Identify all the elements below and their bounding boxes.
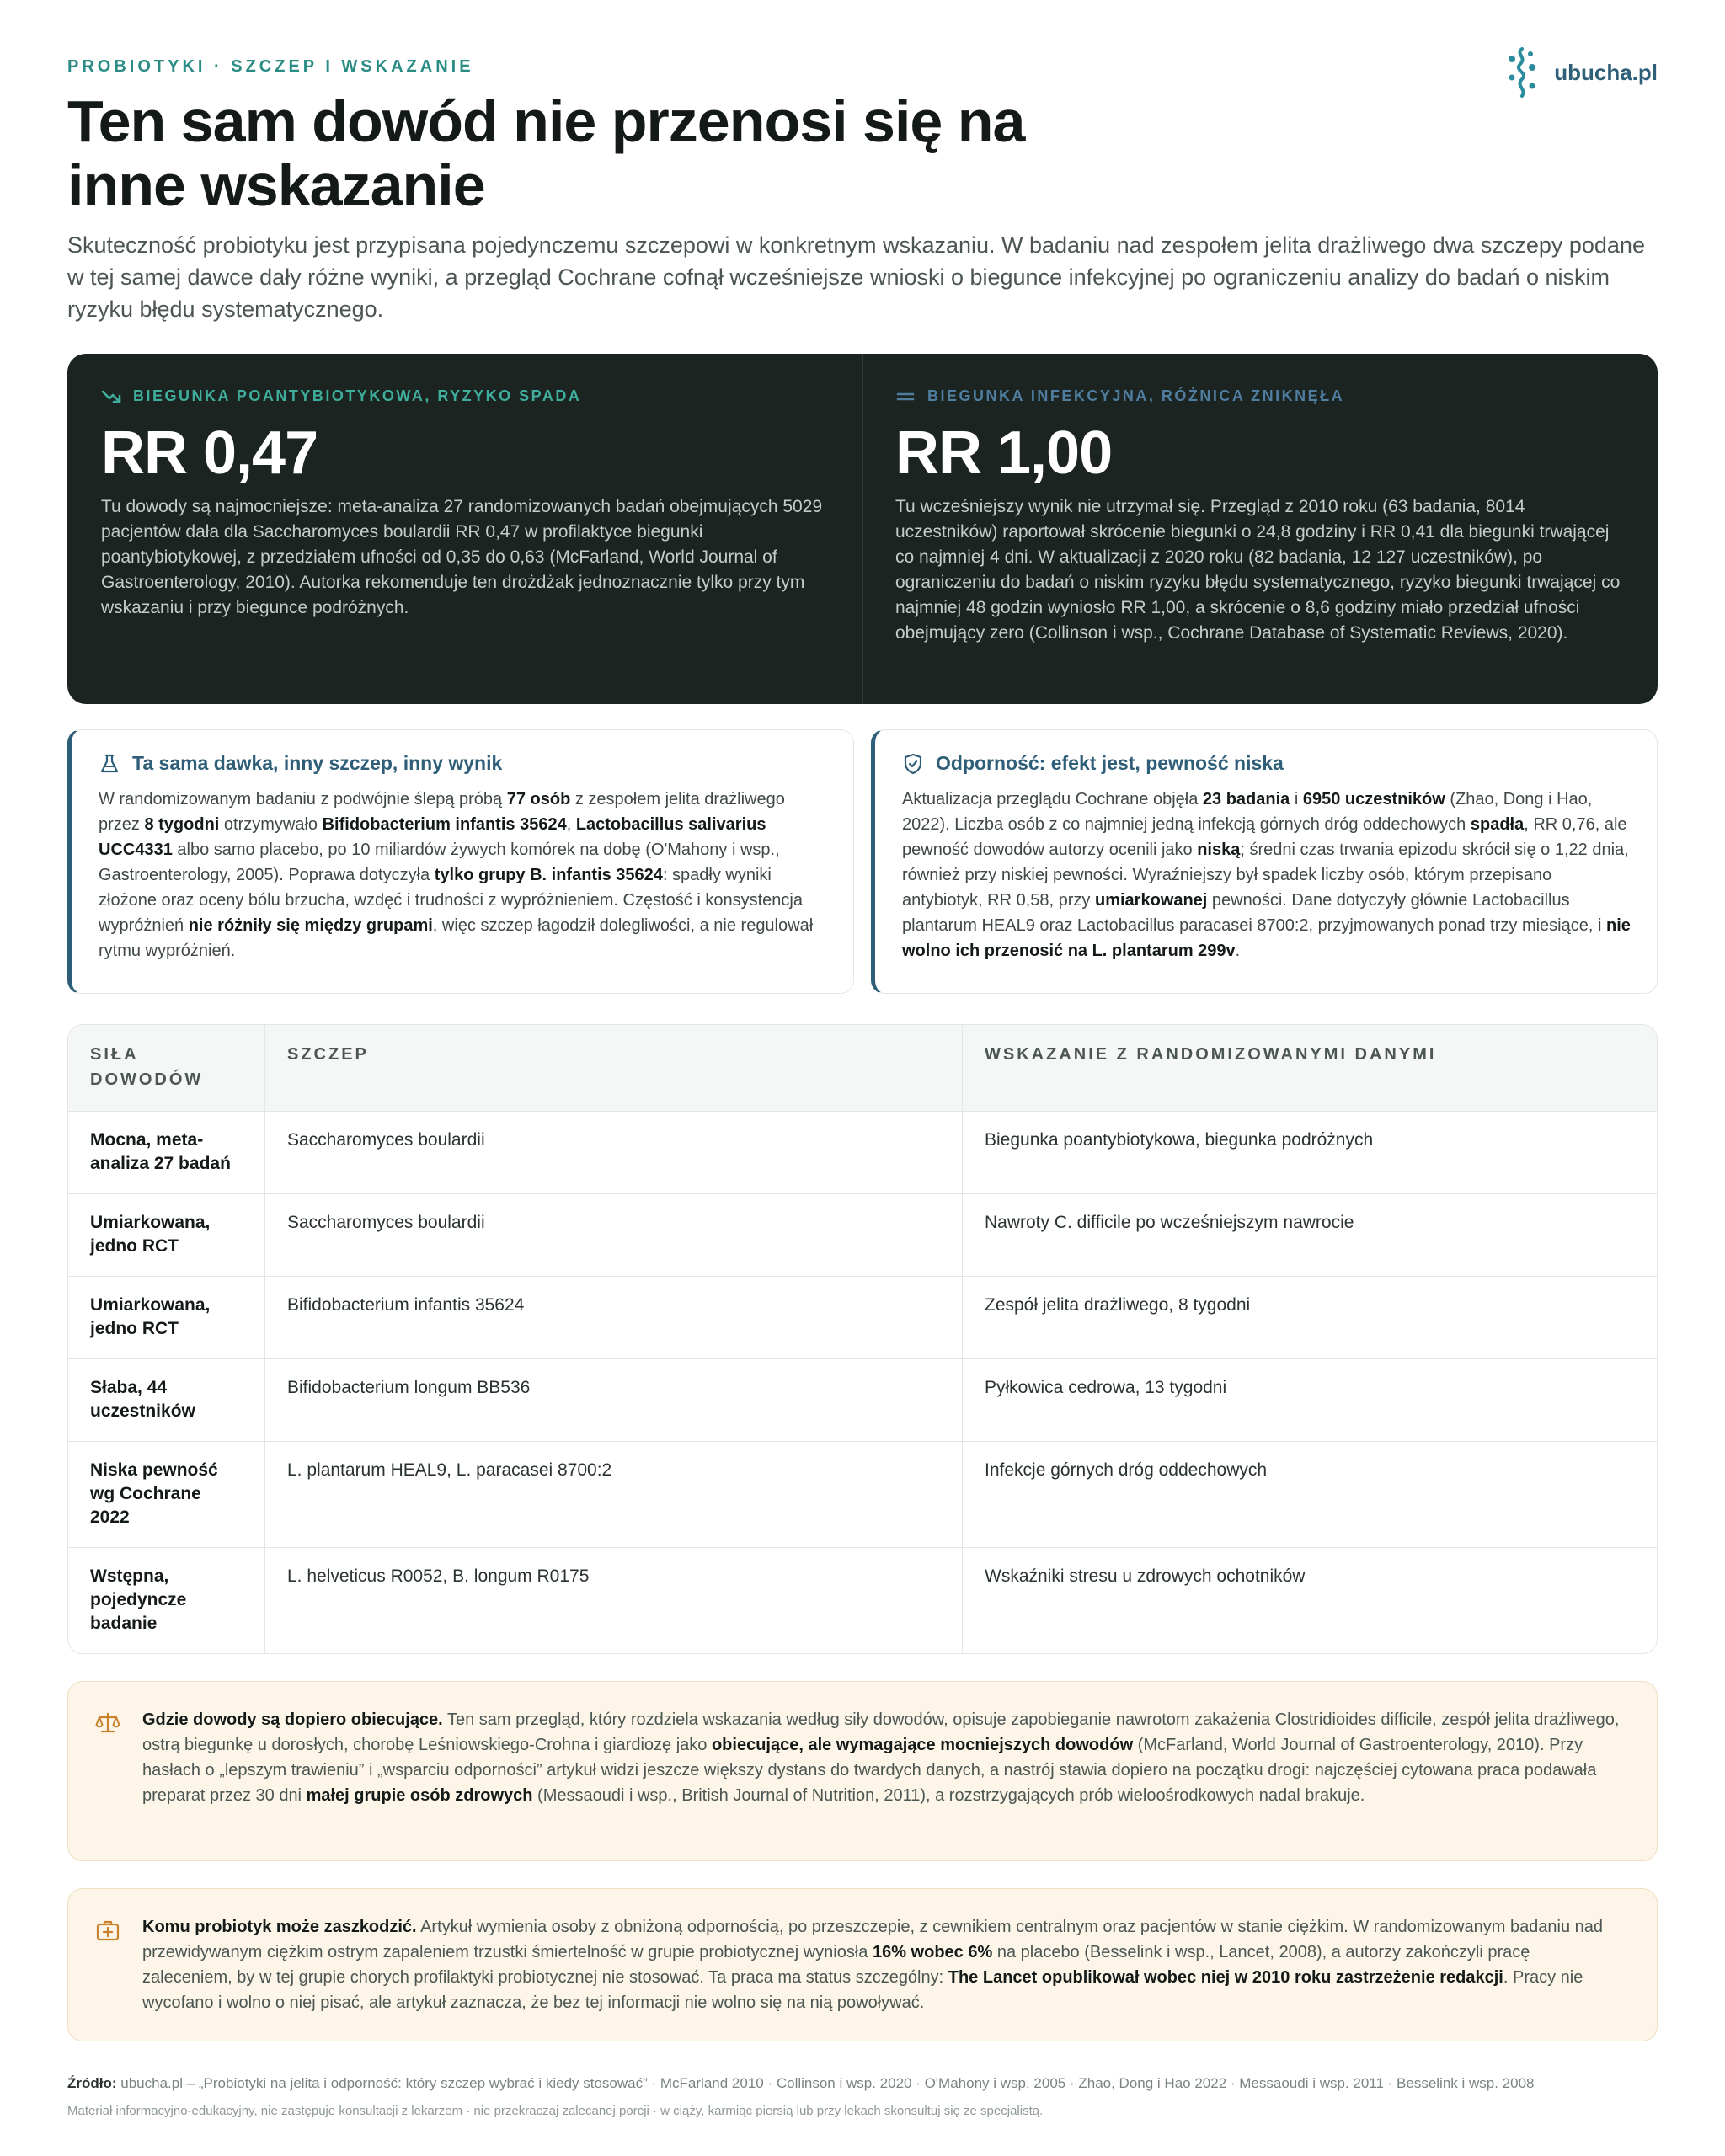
note-potential-harm xyxy=(67,1888,1658,2041)
table-header-row xyxy=(68,1025,1657,1111)
trending-down-icon xyxy=(101,388,123,405)
note-text: Gdzie dowody są dopiero obiecujące. Ten sam przegląd, który rozdziela wskazania według siły dowodów, opisuje zapobieganie nawrotom zakażenia Clostridioides difficile, zespół jelita drażliwego, ostrą biegunkę u dorosłych, chorobę Leśniowskiego-Crohna i giardiozę jako obiecujące, ale wymagające mocniejszych dowodów (McFarland, World Journal of Gastroenterology, 2010). Przy hasłach o „lepszym trawieniu” i „wsparciu odporności” artykuł widzi jeszcze większy dystans do twardych danych, a nastrój stawia dopiero na początku drogi: najczęściej cytowana praca podawała preparat przez 30 dni małej grupie osób zdrowych (Messaoudi i wsp., British Journal of Nutrition, 2011), a rozstrzygających prób wieloośrodkowych nadal brakuje. xyxy=(142,1710,1620,1805)
evidence-strength: Słaba, 44 uczestników xyxy=(68,1359,265,1441)
indication: Infekcje górnych dróg oddechowych xyxy=(985,1460,1268,1480)
disclaimer: Materiał informacyjno-edukacyjny, nie zastępuje konsultacji z lekarzem · nie przekraczaj zalecanej porcji · w ciąży, karmiąc piersią lub przy lekach skonsultuj się ze specjalistą. xyxy=(67,2104,1044,2118)
indication: Pyłkowica cedrowa, 13 tygodni xyxy=(985,1378,1227,1397)
medical-kit-icon xyxy=(95,1918,120,1943)
table-row xyxy=(68,1547,1657,1653)
indication: Zespół jelita drażliwego, 8 tygodni xyxy=(985,1295,1251,1315)
kombucha-logo-icon xyxy=(1502,45,1542,99)
table-row xyxy=(68,1193,1657,1276)
strain: Bifidobacterium longum BB536 xyxy=(265,1359,963,1441)
strain: L. plantarum HEAL9, L. paracasei 8700:2 xyxy=(265,1442,963,1547)
shield-check-icon xyxy=(902,753,924,775)
stat-tag xyxy=(895,387,1624,405)
card-title-text: Ta sama dawka, inny szczep, inny wynik xyxy=(132,752,503,774)
card-same-dose xyxy=(67,729,854,994)
page-title: Ten sam dowód nie przenosi się na inne wskazanie xyxy=(67,88,1025,218)
equals-icon xyxy=(895,388,917,405)
column-header: WSKAZANIE Z RANDOMIZOWANYMI DANYMI xyxy=(985,1045,1437,1064)
evidence-strength: Umiarkowana, jedno RCT xyxy=(68,1277,265,1358)
strain: Saccharomyces boulardii xyxy=(265,1194,963,1276)
evidence-strength: Mocna, meta-analiza 27 badań xyxy=(68,1112,265,1193)
stat-infectious-diarrhea xyxy=(862,354,1658,704)
indication: Nawroty C. difficile po wcześniejszym nawrocie xyxy=(985,1213,1354,1232)
flask-icon xyxy=(99,753,120,775)
evidence-strength: Wstępna, pojedyncze badanie xyxy=(68,1548,265,1653)
card-title-text: Odporność: efekt jest, pewność niska xyxy=(936,752,1284,774)
table-row xyxy=(68,1276,1657,1358)
evidence-table xyxy=(67,1024,1658,1654)
strain: L. helveticus R0052, B. longum R0175 xyxy=(265,1548,963,1653)
card-body: W randomizowanym badaniu z podwójnie ślepą próbą 77 osób z zespołem jelita drażliwego przez 8 tygodni otrzymywało Bifidobacterium infantis 35624, Lactobacillus salivarius UCC4331 albo samo placebo, po 10 miliardów żywych komórek na dobę (O'Mahony i wsp., Gastroenterology, 2005). Poprawa dotyczyła tylko grupy B. infantis 35624: spadły wyniki złożone oraz oceny bólu brzucha, wzdęć i trudności z wypróżnieniem. Częstość i konsystencja wypróżnień nie różniły się między grupami, więc szczep łagodził dolegliwości, a nie regulował rytmu wypróżnień. xyxy=(99,790,814,960)
card-title xyxy=(99,752,830,775)
stats-panel xyxy=(67,354,1658,704)
scales-icon xyxy=(95,1710,120,1736)
column-header: SIŁA DOWODÓW xyxy=(68,1025,265,1111)
strain: Bifidobacterium infantis 35624 xyxy=(265,1277,963,1358)
strain: Saccharomyces boulardii xyxy=(265,1112,963,1193)
stat-value: RR 1,00 xyxy=(895,419,1113,487)
indication: Biegunka poantybiotykowa, biegunka podróżnych xyxy=(985,1130,1374,1150)
note-promising-evidence xyxy=(67,1681,1658,1861)
stat-value: RR 0,47 xyxy=(101,419,318,487)
eyebrow: PROBIOTYKI · SZCZEP I WSKAZANIE xyxy=(67,57,474,76)
logo-text: ubucha.pl xyxy=(1554,59,1658,85)
table-row xyxy=(68,1358,1657,1441)
indication: Wskaźniki stresu u zdrowych ochotników xyxy=(985,1566,1306,1586)
table-row xyxy=(68,1111,1657,1193)
card-immunity xyxy=(871,729,1658,994)
stat-antibiotic-diarrhea xyxy=(67,354,862,704)
stat-tag-label: BIEGUNKA POANTYBIOTYKOWA, RYZYKO SPADA xyxy=(133,387,582,404)
logo[interactable] xyxy=(1502,45,1658,99)
stat-text: Tu wcześniejszy wynik nie utrzymał się. Przegląd z 2010 roku (63 badania, 8014 uczestników) raportował skrócenie biegunki o 24,8 godziny i RR 0,41 dla biegunki trwającej co najmniej 4 dni. W aktualizacji z 2020 roku (82 badania, 12 127 uczestników), po ograniczeniu do badań o niskim ryzyku błędu systematycznego, ryzyko biegunki trwającej co najmniej 48 godzin wyniosło RR 1,00, a skrócenie o 8,6 godziny miało przedział ufności obejmujący zero (Collinson i wsp., Cochrane Database of Systematic Reviews, 2020). xyxy=(895,497,1621,643)
lede: Skuteczność probiotyku jest przypisana pojedynczemu szczepowi w konkretnym wskazaniu. W badaniu nad zespołem jelita drażliwego dwa szczepy podane w tej samej dawce dały różne wyniki, a przegląd Cochrane cofnął wcześniejsze wnioski o biegunce infekcyjnej po ograniczeniu analizy do badań o niskim ryzyku błędu systematycznego. xyxy=(67,232,1645,322)
stat-tag-label: BIEGUNKA INFEKCYJNA, RÓŻNICA ZNIKNĘŁA xyxy=(927,387,1345,404)
note-text: Komu probiotyk może zaszkodzić. Artykuł wymienia osoby z obniżoną odpornością, po przeszczepie, z cewnikiem centralnym oraz pacjentów w stanie ciężkim. W randomizowanym badaniu nad przewidywanym ciężkim ostrym zapaleniem trzustki śmiertelność w grupie probiotycznej wyniosła 16% wobec 6% na placebo (Besselink i wsp., Lancet, 2008), a autorzy zakończyli pracę zaleceniem, by w tej grupie chorych profilaktyki probiotycznej nie stosować. Ta praca ma status szczególny: The Lancet opublikował wobec niej w 2010 roku zastrzeżenie redakcji. Pracy nie wycofano i wolno o niej pisać, ale artykuł zaznacza, że bez tej informacji nie wolno się na nią powoływać. xyxy=(142,1918,1604,2012)
column-header: SZCZEP xyxy=(265,1025,963,1111)
evidence-strength: Umiarkowana, jedno RCT xyxy=(68,1194,265,1276)
table-row xyxy=(68,1441,1657,1547)
card-body: Aktualizacja przeglądu Cochrane objęła 23 badania i 6950 uczestników (Zhao, Dong i Hao, 2022). Liczba osób z co najmniej jedną infekcją górnych dróg oddechowych spadła, RR 0,76, ale pewność dowodów autorzy ocenili jako niską; średni czas trwania epizodu skrócił się o 1,22 dnia, również przy niskiej pewności. Wyraźniejszy był spadek liczby osób, którym przepisano antybiotyk, RR 0,58, przy umiarkowanej pewności. Dane dotyczyły głównie Lactobacillus plantarum HEAL9 oraz Lactobacillus paracasei 8700:2, przyjmowanych ponad trzy miesiące, i nie wolno ich przenosić na L. plantarum 299v. xyxy=(902,790,1631,960)
evidence-strength: Niska pewność wg Cochrane 2022 xyxy=(68,1442,265,1547)
card-title xyxy=(902,752,1633,775)
source-line: Źródło: ubucha.pl – „Probiotyki na jelita i odporność: który szczep wybrać i kiedy stosować” · McFarland 2010 · Collinson i wsp. 2020 · O'Mahony i wsp. 2005 · Zhao, Dong i Hao 2022 · Messaoudi i wsp. 2011 · Besselink i wsp. 2008 xyxy=(67,2075,1535,2091)
stat-tag xyxy=(101,387,829,405)
stat-text: Tu dowody są najmocniejsze: meta-analiza 27 randomizowanych badań obejmujących 5029 pacjentów dała dla Saccharomyces boulardii RR 0,47 w profilaktyce biegunki poantybiotykowej, z przedziałem ufności od 0,35 do 0,63 (McFarland, World Journal of Gastroenterology, 2010). Autorka rekomenduje ten drożdżak jednoznacznie tylko przy tym wskazaniu i przy biegunce podróżnych. xyxy=(101,497,823,617)
